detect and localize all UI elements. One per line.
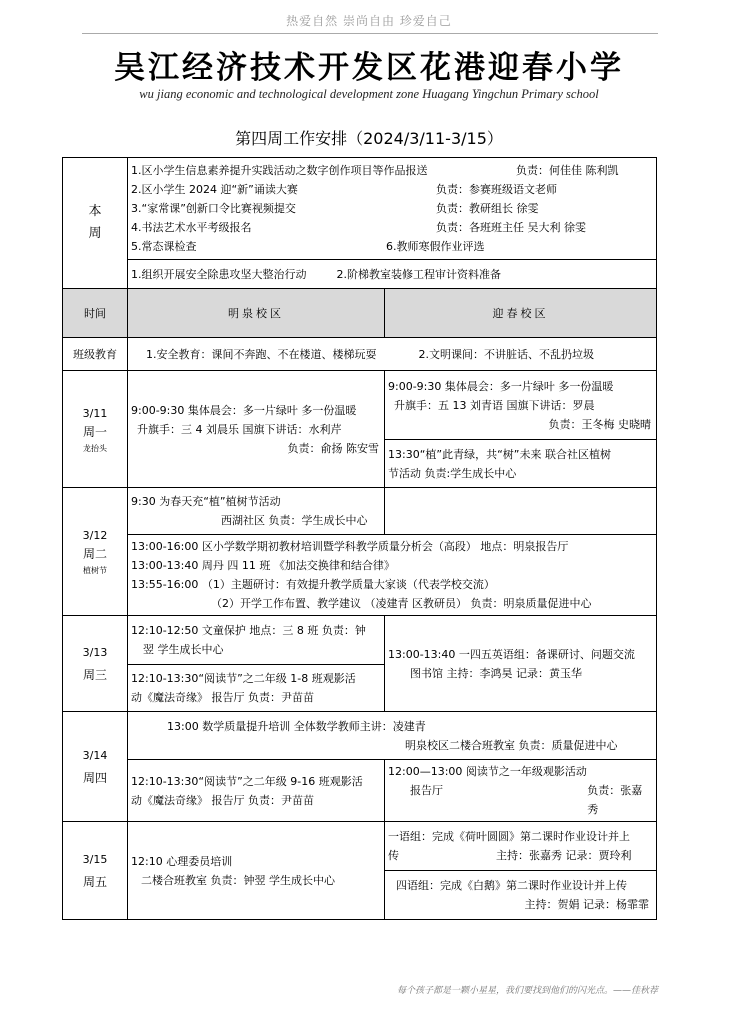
tuesday-joint: 13:00-16:00 区小学数学期初教材培训暨学科教学质量分析会（高段） 地点：明泉报告厅 13:00-13:40 周丹 四 11 班 《加法交换律和结合律》 13:55-16:00 （1）主题研讨：有效提升教学质量大家谈（代表学校交流） （2）开学工作布置、教学建议 （凌建青 区教研员） 负责：明泉质量促进中心: [128, 535, 657, 616]
class-education-label: 班级教育: [63, 338, 128, 371]
list-item: 3.“家常课”创新口令比赛视频提交 负责：教研组长 徐雯: [131, 202, 539, 215]
friday-yingchun-2: 四语组：完成《白鹅》第二课时作业设计并上传 主持：贺娟 记录：杨霏霏: [385, 871, 657, 920]
thursday-yingchun: 12:00—13:00 阅读节之一年级观影活动 报告厅 负责：张嘉秀: [385, 760, 657, 822]
column-header-time: 时间: [63, 289, 128, 338]
wednesday-row: [63, 616, 657, 665]
list-item: 1.区小学生信息素养提升实践活动之数字创作项目等作品报送 负责：何佳佳 陈利凯: [131, 164, 619, 177]
school-name-english: wu jiang economic and technological development zone Huagang Yingchun Primary school: [139, 87, 599, 101]
thursday-row: [63, 712, 657, 760]
tuesday-note: 植树节: [83, 566, 107, 575]
monday-yingchun-afternoon: 13:30“植”此青绿，共“树”未来 联合社区植树 节活动 负责:学生成长中心: [385, 440, 657, 488]
list-item: 5.常态课检查 6.教师寒假作业评选: [131, 240, 485, 253]
page-title: 第四周工作安排（2024/3/11-3/15）: [235, 129, 503, 148]
schedule-table: [62, 157, 657, 920]
monday-label: 3/11 周一 龙抬头: [63, 371, 128, 488]
monday-note: 龙抬头: [83, 443, 107, 453]
column-header-row: [63, 289, 657, 338]
tuesday-mingquan: 9:30 为春天充“植”植树节活动 西湖社区 负责：学生成长中心: [128, 488, 385, 535]
footer-quote: 每个孩子都是一颗小星星，我们要找到他们的闪光点。——佳秋荐: [396, 986, 658, 996]
school-name-chinese: 吴江经济技术开发区花港迎春小学: [114, 50, 624, 86]
this-week-extra-row: [63, 260, 657, 289]
wednesday-mingquan-2: 12:10-13:30“阅读节”之二年级 1-8 班观影活 动《魔法奇缘》 报告厅 负责：尹苗苗: [128, 665, 385, 712]
monday-yingchun-morning: 9:00-9:30 集体晨会：多一片绿叶 多一份温暖 升旗手：五 13 刘青语 国旗下讲话：罗晨 负责：王冬梅 史晓晴: [385, 371, 657, 440]
monday-row: [63, 371, 657, 440]
list-item: 2.区小学生 2024 迎“新”诵读大赛 负责：参赛班级语文老师: [131, 183, 557, 196]
this-week-row: [63, 158, 657, 260]
header-divider: [82, 33, 658, 34]
thursday-row-2: [63, 760, 657, 822]
this-week-items: [128, 158, 657, 260]
tuesday-row-2: [63, 535, 657, 616]
class-education-row: [63, 338, 657, 371]
column-header-yingchun: 迎春校区: [385, 289, 657, 338]
friday-row: [63, 822, 657, 871]
tuesday-yingchun: [385, 488, 657, 535]
column-header-mingquan: 明泉校区: [128, 289, 385, 338]
thursday-label: 3/14 周四: [63, 712, 128, 822]
tuesday-row: [63, 488, 657, 535]
friday-yingchun-1: 一语组：完成《荷叶圆圆》第二课时作业设计并上 传 主持：张嘉秀 记录：贾玲利: [385, 822, 657, 871]
school-motto: 热爱自然 崇尚自由 珍爱自己: [286, 14, 452, 28]
this-week-label: 本周: [63, 158, 128, 289]
wednesday-yingchun: 13:00-13:40 一四五英语组：备课研讨、问题交流 图书馆 主持：李鸿昊 记录：黄玉华: [385, 616, 657, 712]
tuesday-label: 3/12 周二 植树节: [63, 488, 128, 616]
thursday-mingquan: 12:10-13:30“阅读节”之二年级 9-16 班观影活 动《魔法奇缘》 报告厅 负责：尹苗苗: [128, 760, 385, 822]
friday-mingquan: 12:10 心理委员培训 二楼合班教室 负责：钟翌 学生成长中心: [128, 822, 385, 920]
list-item: 4.书法艺术水平考级报名 负责：各班班主任 吴大利 徐雯: [131, 221, 586, 234]
this-week-extra: 1.组织开展安全除患攻坚大整治行动 2.阶梯教室装修工程审计资料准备: [128, 260, 657, 289]
thursday-joint: 13:00 数学质量提升培训 全体数学教师主讲：凌建青 明泉校区二楼合班教室 负责：质量促进中心: [128, 712, 657, 760]
wednesday-mingquan-1: 12:10-12:50 文童保护 地点：三 8 班 负责：钟 翌 学生成长中心: [128, 616, 385, 665]
monday-mingquan: 9:00-9:30 集体晨会：多一片绿叶 多一份温暖 升旗手：三 4 刘晨乐 国旗下讲话：水利芹 负责：俞扬 陈安雪: [128, 371, 385, 488]
class-education-items: 1.安全教育：课间不奔跑、不在楼道、楼梯玩耍 2.文明课间：不讲脏话、不乱扔垃圾: [128, 338, 657, 371]
friday-label: 3/15 周五: [63, 822, 128, 920]
wednesday-label: 3/13 周三: [63, 616, 128, 712]
